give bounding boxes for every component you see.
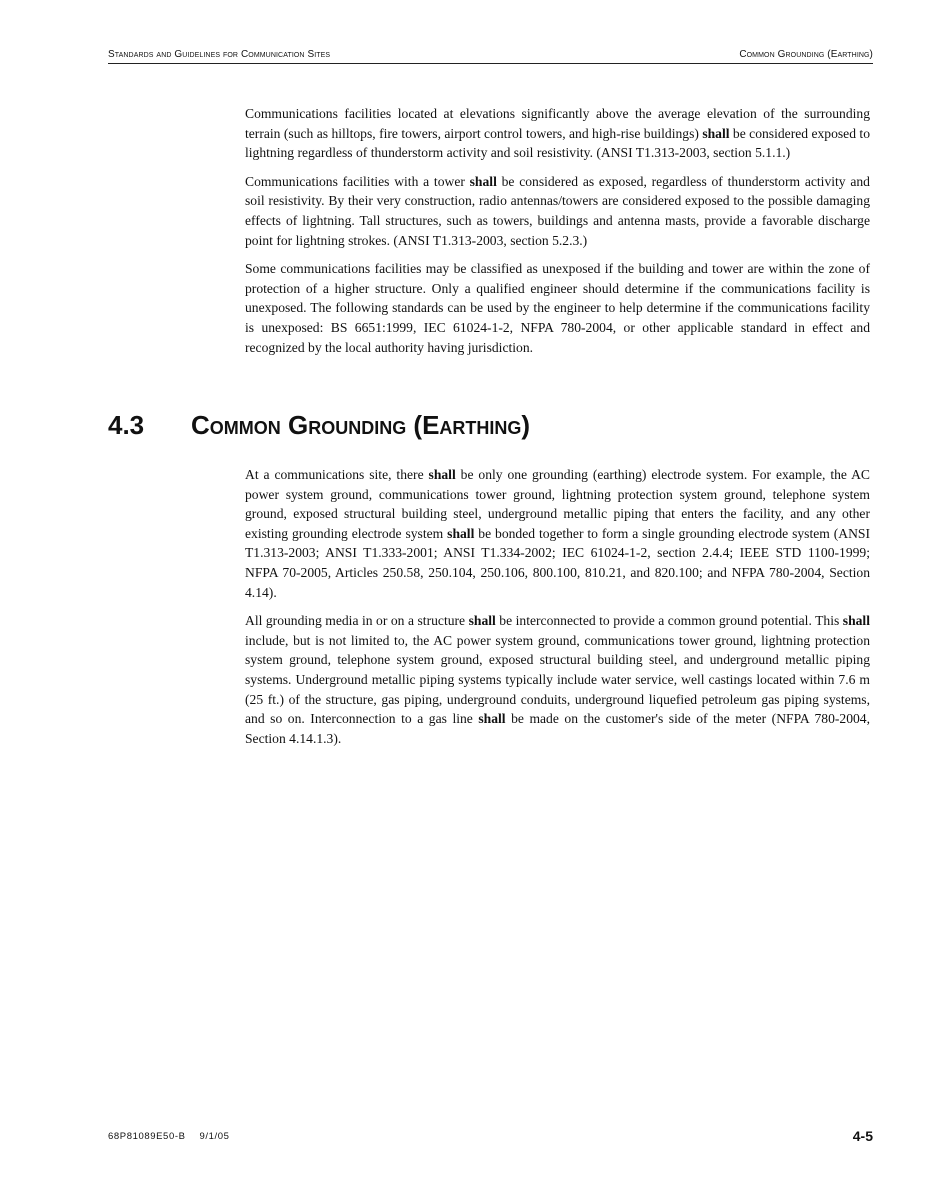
section-heading: [108, 410, 873, 446]
paragraph-single-electrode-system: At a communications site, there shall be only one grounding (earthing) electrode system. For example, the AC power system ground, communications tower ground, lightning protection system ground, telephone system ground, exposed structural building steel, underground metallic piping that enters the facility, and any other existing grounding electrode system shall be bonded together to form a single grounding electrode system (ANSI T1.313-2003; ANSI T1.333-2001; ANSI T1.334-2002; IEC 61024-1-2, section 2.4.4; IEEE STD 1100-1999; NFPA 70-2005, Articles 250.58, 250.104, 250.106, 800.100, 810.21, and 820.100; and NFPA 780-2004, Section 4.14).: [245, 467, 870, 600]
running-header: [108, 47, 873, 64]
paragraph-interconnection: All grounding media in or on a structure shall be interconnected to provide a common ground potential. This shall include, but is not limited to, the AC power system ground, communications tower ground, lightning protection system ground, telephone system ground, exposed structural building steel, and underground metallic piping systems. Underground metallic piping systems typically include water service, well castings located within 7.6 m (25 ft.) of the structure, gas piping, underground conduits, underground liquefied petroleum gas piping systems, and so on. Interconnection to a gas line shall be made on the customer's side of the meter (NFPA 780-2004, Section 4.14.1.3).: [245, 613, 870, 746]
paragraph-tower-facilities: Communications facilities with a tower shall be considered as exposed, regardless of thunderstorm activity and soil resistivity. By their very construction, radio antennas/towers are considered exposed to the possible damaging effects of lightning. Tall structures, such as towers, buildings and antenna masts, provide a favorable discharge point for lightning strokes. (ANSI T1.313-2003, section 5.2.3.): [245, 173, 870, 248]
footer-document-id: 68P81089E50-B 9/1/05: [108, 1131, 230, 1142]
footer-date: 9/1/05: [199, 1131, 230, 1142]
header-section-title: Common Grounding (Earthing): [739, 49, 873, 60]
section-text-block: [245, 465, 870, 757]
paragraph-elevated-facilities: Communications facilities located at elevations significantly above the average elevation of the surrounding terrain (such as hilltops, fire towers, airport control towers, and high-rise buildings) shall be considered exposed to lightning regardless of thunderstorm activity and soil resistivity. (ANSI T1.313-2003, section 5.1.1.): [245, 106, 870, 161]
paragraph-unexposed-facilities: Some communications facilities may be classified as unexposed if the building and tower are within the zone of protection of a higher structure. Only a qualified engineer should determine if the communications facility is unexposed. The following standards can be used by the engineer to help determine if the communications facility is unexposed: BS 6651:1999, IEC 61024-1-2, NFPA 780-2004, or other applicable standard in effect and recognized by the local authority having jurisdiction.: [245, 261, 870, 355]
page-number: 4-5: [852, 1128, 873, 1144]
intro-text-block: [245, 104, 870, 366]
header-document-title: Standards and Guidelines for Communication Sites: [108, 49, 331, 60]
section-number: 4.3: [108, 410, 145, 440]
page-footer: [108, 1128, 873, 1148]
section-title: Common Grounding (Earthing): [191, 410, 531, 440]
